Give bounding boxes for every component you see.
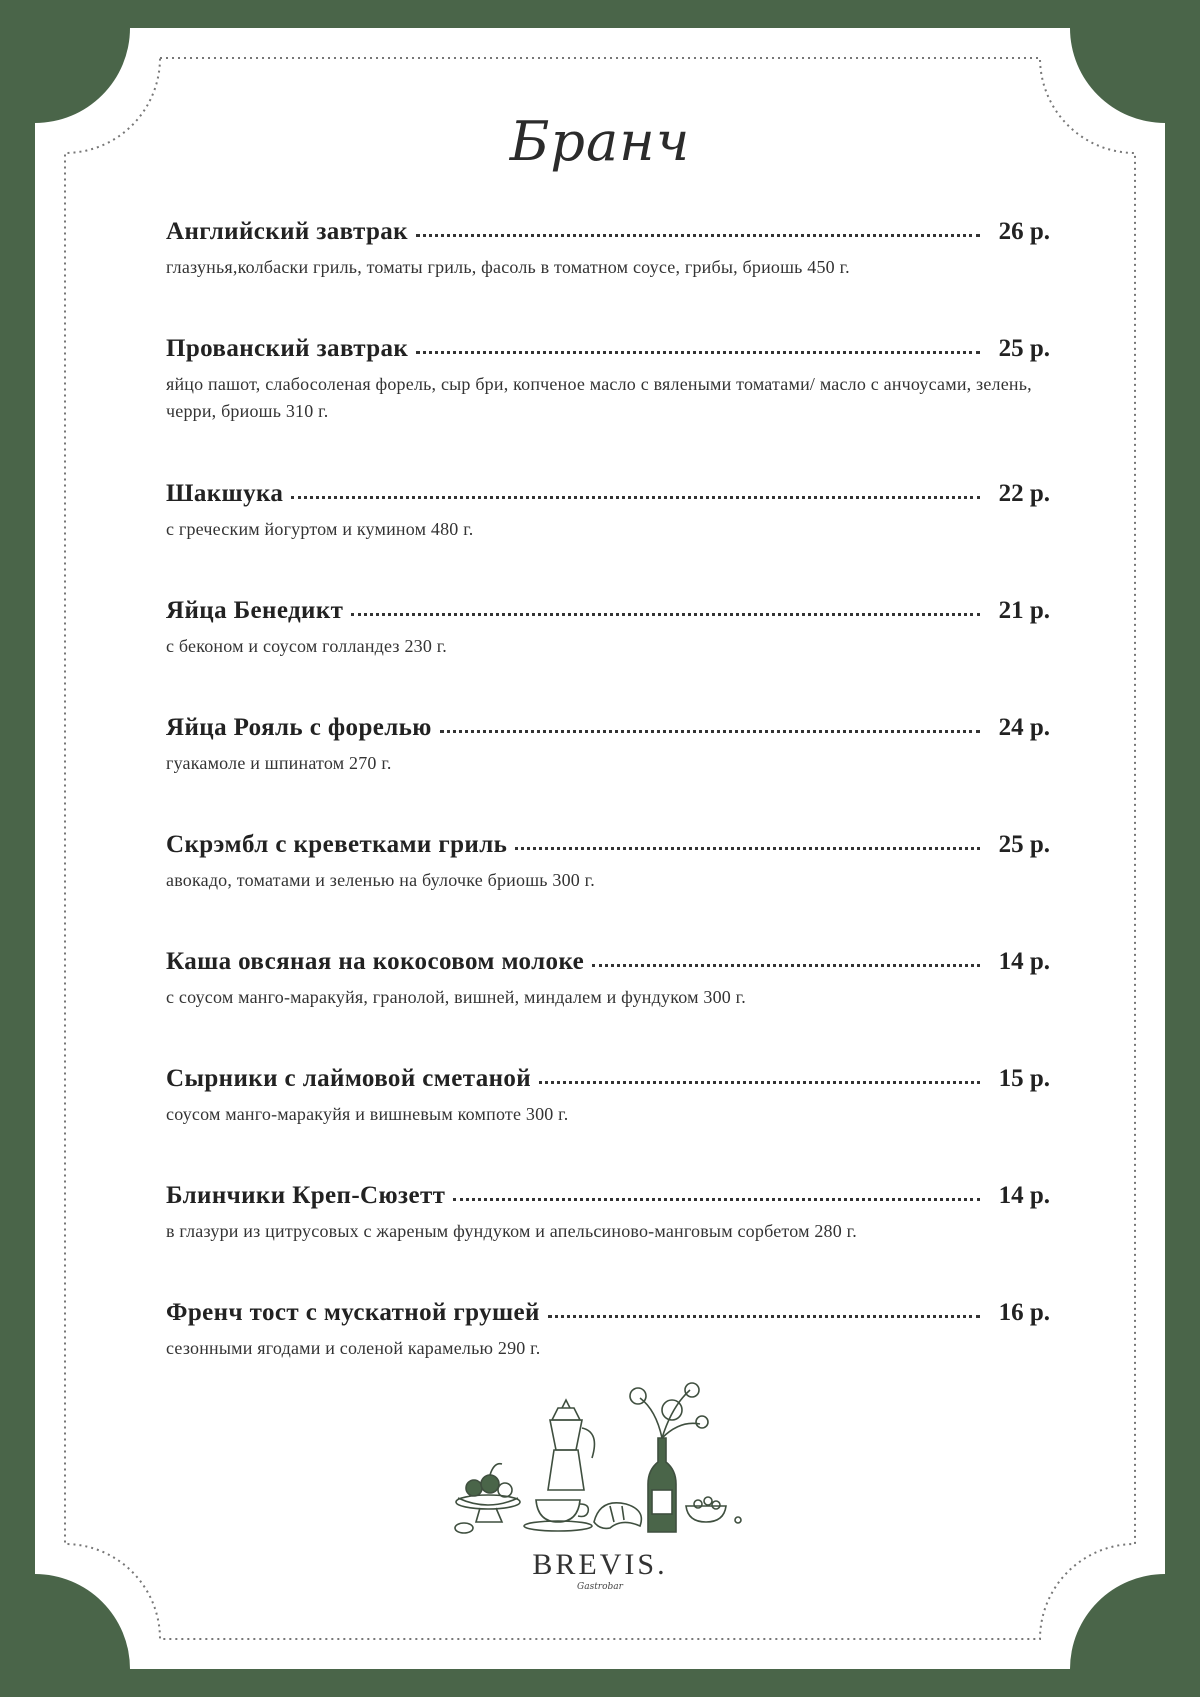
dot-leader	[539, 1081, 980, 1084]
item-description: авокадо, томатами и зеленью на булочке бриошь 300 г.	[166, 870, 595, 890]
item-description: с греческим йогуртом и кумином 480 г.	[166, 519, 474, 539]
menu-item	[166, 597, 1050, 714]
item-price: 24 р.	[998, 714, 1050, 741]
croissant-icon	[594, 1503, 641, 1529]
item-description: сезонными ягодами и соленой карамелью 290 г.	[166, 1338, 541, 1358]
item-name: Френч тост с мускатной грушей	[166, 1299, 540, 1326]
item-name: Шакшука	[166, 480, 284, 507]
fruit-bowl-icon	[455, 1464, 520, 1533]
item-name: Сырники с лаймовой сметаной	[166, 1065, 532, 1092]
item-price: 25 р.	[998, 831, 1050, 858]
logo-subtitle: Gastrobar	[577, 1582, 623, 1592]
item-name: Прованский завтрак	[166, 335, 409, 362]
item-price: 22 р.	[998, 480, 1050, 507]
dot-leader	[453, 1198, 980, 1201]
menu-items-list	[166, 218, 1050, 1416]
item-description: с соусом манго-маракуйя, гранолой, вишней, миндалем и фундуком 300 г.	[166, 987, 746, 1007]
item-price: 25 р.	[998, 335, 1050, 362]
menu-item	[166, 480, 1050, 597]
dot-leader	[440, 730, 980, 733]
menu-item	[166, 1182, 1050, 1299]
flowers-icon	[630, 1383, 708, 1438]
item-description: яйцо пашот, слабосоленая форель, сыр бри, копченое масло с вялеными томатами/ масло с анчоусами, зелень, черри, бриошь 310 г.	[166, 374, 1032, 421]
item-price: 26 р.	[998, 218, 1050, 245]
item-name: Блинчики Креп-Сюзетт	[166, 1182, 446, 1209]
menu-item	[166, 1065, 1050, 1182]
olive-bowl-icon	[686, 1497, 741, 1523]
item-name: Скрэмбл с креветками гриль	[166, 831, 508, 858]
item-description: в глазури из цитрусовых с жареным фундуком и апельсиново-манговым сорбетом 280 г.	[166, 1221, 857, 1241]
item-price: 15 р.	[998, 1065, 1050, 1092]
item-name: Английский завтрак	[166, 218, 408, 245]
dot-leader	[592, 964, 980, 967]
item-description: соусом манго-маракуйя и вишневым компоте 300 г.	[166, 1104, 569, 1124]
menu-item	[166, 948, 1050, 1065]
item-name: Яйца Бенедикт	[166, 597, 344, 624]
item-name: Яйца Рояль с форелью	[166, 714, 432, 741]
brand-logo	[0, 1548, 1200, 1592]
menu-item	[166, 218, 1050, 335]
item-description: с беконом и соусом голландез 230 г.	[166, 636, 447, 656]
item-description: глазунья,колбаски гриль, томаты гриль, фасоль в томатном соусе, грибы, бриошь 450 г.	[166, 257, 850, 277]
menu-item	[166, 831, 1050, 948]
item-name: Каша овсяная на кокосовом молоке	[166, 948, 585, 975]
menu-item	[166, 714, 1050, 831]
item-price: 14 р.	[998, 1182, 1050, 1209]
dot-leader	[351, 613, 980, 616]
dot-leader	[291, 496, 980, 499]
breakfast-illustration	[450, 1380, 760, 1540]
logo-name: BREVIS.	[532, 1548, 668, 1581]
dot-leader	[548, 1315, 980, 1318]
item-price: 16 р.	[998, 1299, 1050, 1326]
dot-leader	[515, 847, 980, 850]
item-description: гуакамоле и шпинатом 270 г.	[166, 753, 392, 773]
dot-leader	[416, 351, 980, 354]
coffee-cup-icon	[524, 1500, 592, 1531]
item-price: 14 р.	[998, 948, 1050, 975]
menu-title: Бранч	[509, 110, 691, 173]
dot-leader	[416, 234, 980, 237]
menu-item	[166, 335, 1050, 480]
bottle-icon	[648, 1438, 676, 1532]
coffee-pot-icon	[548, 1400, 594, 1490]
item-price: 21 р.	[998, 597, 1050, 624]
